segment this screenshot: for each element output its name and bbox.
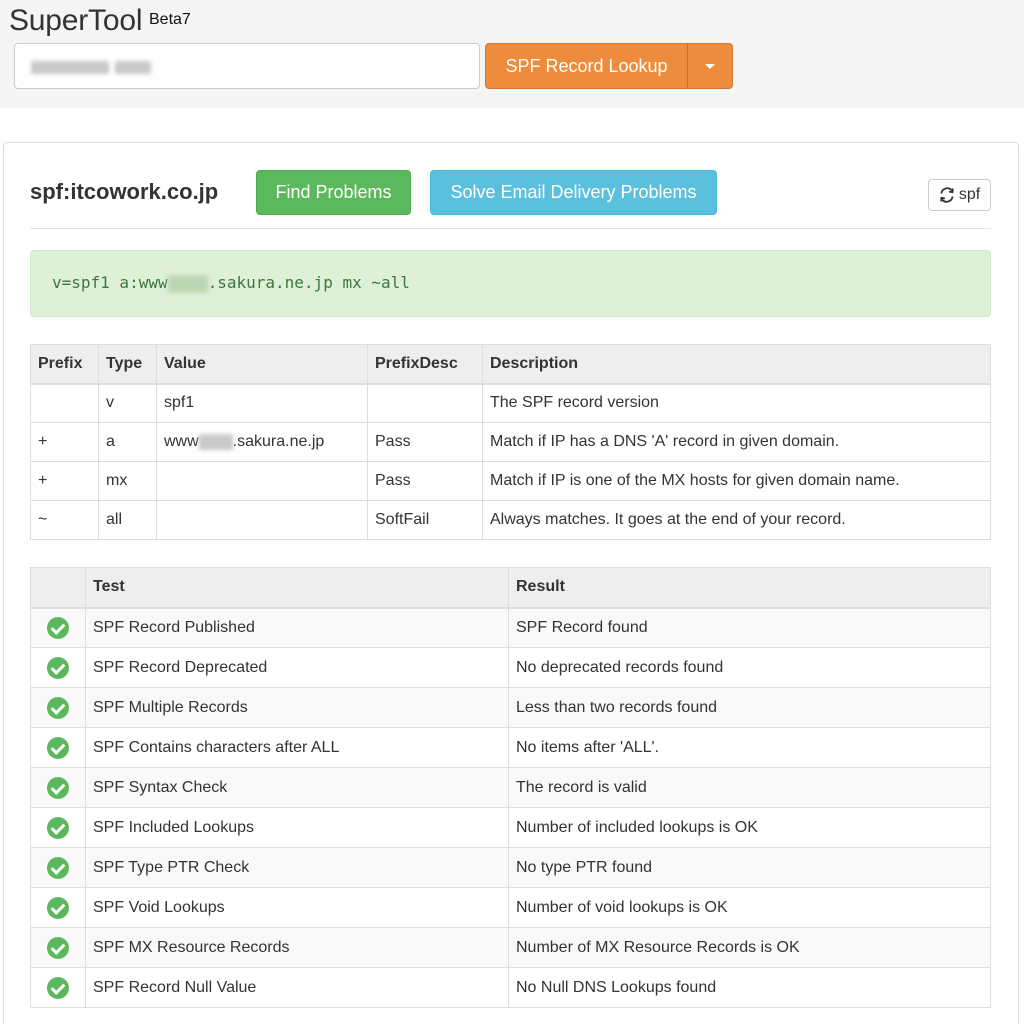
description-cell: Match if IP has a DNS 'A' record in given domain.	[483, 423, 991, 462]
value-cell: spf1	[157, 384, 368, 423]
result-cell: Less than two records found	[509, 688, 991, 728]
test-cell: SPF Record Published	[86, 608, 509, 648]
refresh-icon	[939, 187, 955, 203]
spf-tests-table	[30, 567, 991, 1008]
top-header	[0, 0, 1024, 108]
table-row	[31, 462, 991, 501]
redacted-input-text	[115, 61, 151, 74]
check-circle-icon	[47, 817, 69, 839]
column-header: PrefixDesc	[368, 345, 483, 384]
column-header: Value	[157, 345, 368, 384]
table-row	[31, 768, 991, 808]
lookup-dropdown-button[interactable]	[687, 43, 733, 89]
spf-lookup-button[interactable]: SPF Record Lookup	[485, 43, 688, 89]
domain-input[interactable]	[14, 43, 480, 89]
type-cell: v	[99, 384, 157, 423]
redacted-host	[168, 275, 208, 293]
check-circle-icon	[47, 857, 69, 879]
test-cell: SPF Record Deprecated	[86, 648, 509, 688]
result-cell: Number of included lookups is OK	[509, 808, 991, 848]
redacted-host	[199, 434, 233, 450]
solve-email-delivery-button[interactable]: Solve Email Delivery Problems	[430, 170, 717, 215]
type-cell: all	[99, 501, 157, 540]
column-header: Description	[483, 345, 991, 384]
test-cell: SPF Contains characters after ALL	[86, 728, 509, 768]
table-row	[31, 888, 991, 928]
record-prefix: v=spf1 a:www	[52, 273, 168, 292]
type-cell: mx	[99, 462, 157, 501]
table-row	[31, 848, 991, 888]
spf-record-box	[30, 250, 991, 317]
check-circle-icon	[47, 977, 69, 999]
prefixdesc-cell: Pass	[368, 462, 483, 501]
table-header-row	[31, 345, 991, 384]
value-cell	[157, 462, 368, 501]
table-row	[31, 384, 991, 423]
test-cell: SPF Record Null Value	[86, 968, 509, 1008]
table-row	[31, 928, 991, 968]
value-cell	[157, 423, 368, 462]
column-header: Result	[509, 568, 991, 608]
result-cell: No Null DNS Lookups found	[509, 968, 991, 1008]
table-row	[31, 648, 991, 688]
table-row	[31, 968, 991, 1008]
prefix-cell: ~	[31, 501, 99, 540]
table-row	[31, 423, 991, 462]
prefix-cell	[31, 384, 99, 423]
spf-record-text	[52, 273, 410, 293]
table-row	[31, 808, 991, 848]
test-cell: SPF MX Resource Records	[86, 928, 509, 968]
check-circle-icon	[47, 617, 69, 639]
test-cell: SPF Multiple Records	[86, 688, 509, 728]
check-circle-icon	[47, 737, 69, 759]
result-cell: Number of MX Resource Records is OK	[509, 928, 991, 968]
table-header-row	[31, 568, 991, 608]
find-problems-button[interactable]: Find Problems	[256, 170, 411, 215]
check-circle-icon	[47, 897, 69, 919]
column-header: Type	[99, 345, 157, 384]
column-header: Test	[86, 568, 509, 608]
description-cell: The SPF record version	[483, 384, 991, 423]
result-cell: No type PTR found	[509, 848, 991, 888]
test-cell: SPF Included Lookups	[86, 808, 509, 848]
result-cell: The record is valid	[509, 768, 991, 808]
check-circle-icon	[47, 937, 69, 959]
panel-title: spf:itcowork.co.jp	[30, 179, 219, 204]
prefixdesc-cell	[368, 384, 483, 423]
test-cell: SPF Syntax Check	[86, 768, 509, 808]
value-prefix: www	[164, 433, 199, 450]
check-circle-icon	[47, 657, 69, 679]
result-cell: No items after 'ALL'.	[509, 728, 991, 768]
result-cell: SPF Record found	[509, 608, 991, 648]
prefix-cell: +	[31, 423, 99, 462]
test-cell: SPF Void Lookups	[86, 888, 509, 928]
prefixdesc-cell: SoftFail	[368, 501, 483, 540]
refresh-button[interactable]	[928, 179, 991, 211]
record-suffix: .sakura.ne.jp mx ~all	[207, 273, 410, 292]
check-circle-icon	[47, 777, 69, 799]
check-circle-icon	[47, 697, 69, 719]
app-title: SuperTool	[9, 4, 143, 37]
description-cell: Match if IP is one of the MX hosts for given domain name.	[483, 462, 991, 501]
column-header: Prefix	[31, 345, 99, 384]
value-cell	[157, 501, 368, 540]
test-cell: SPF Type PTR Check	[86, 848, 509, 888]
divider	[30, 228, 991, 229]
result-cell: Number of void lookups is OK	[509, 888, 991, 928]
type-cell: a	[99, 423, 157, 462]
result-cell: No deprecated records found	[509, 648, 991, 688]
chevron-down-icon	[705, 64, 715, 69]
prefixdesc-cell: Pass	[368, 423, 483, 462]
column-header-status	[31, 568, 86, 608]
redacted-input-text	[31, 61, 109, 74]
description-cell: Always matches. It goes at the end of your record.	[483, 501, 991, 540]
table-row	[31, 501, 991, 540]
value-suffix: .sakura.ne.jp	[232, 433, 325, 450]
beta-badge: Beta7	[149, 11, 191, 28]
prefix-cell: +	[31, 462, 99, 501]
table-row	[31, 728, 991, 768]
table-row	[31, 688, 991, 728]
refresh-label: spf	[958, 186, 981, 203]
spf-record-table	[30, 344, 991, 540]
table-row	[31, 608, 991, 648]
